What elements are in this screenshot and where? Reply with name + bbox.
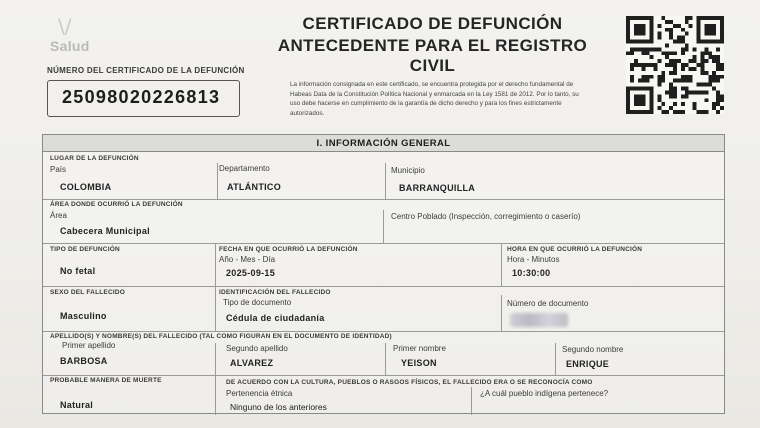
- divider: [385, 163, 386, 199]
- municipio-value: BARRANQUILLA: [399, 183, 476, 193]
- centro-poblado-label: Centro Poblado (Inspección, corregimiento o caserío): [391, 212, 581, 221]
- pertenencia-label: Pertenencia étnica: [226, 389, 293, 398]
- pais-value: COLOMBIA: [60, 182, 112, 192]
- divider: [385, 343, 386, 375]
- cert-number: 25098020226813: [47, 80, 240, 117]
- tipo-documento-value: Cédula de ciudadanía: [226, 313, 325, 323]
- pais-label: País: [50, 165, 67, 174]
- manera-muerte-caption: PROBABLE MANERA DE MUERTE: [50, 377, 162, 384]
- primer-apellido-label: Primer apellido: [62, 341, 116, 350]
- tipo-documento-label: Tipo de documento: [223, 298, 292, 307]
- document-subtitle: ANTECEDENTE PARA EL REGISTRO CIVIL: [277, 36, 588, 75]
- divider: [43, 243, 724, 244]
- divider: [555, 343, 556, 375]
- qr-code-icon: [626, 16, 724, 114]
- area-value: Cabecera Municipal: [60, 226, 150, 236]
- fecha-caption: FECHA EN QUE OCURRIÓ LA DEFUNCIÓN: [219, 246, 358, 253]
- manera-muerte-value: Natural: [60, 400, 94, 410]
- general-info-form: [42, 134, 725, 414]
- hora-caption: HORA EN QUE OCURRIÓ LA DEFUNCIÓN: [507, 246, 643, 253]
- pueblo-indigena-label: ¿A cuál pueblo indígena pertenece?: [480, 389, 609, 398]
- divider: [43, 199, 724, 200]
- fecha-format-label: Año - Mes - Día: [219, 255, 276, 264]
- logo-text: Salud: [50, 38, 90, 54]
- municipio-label: Municipio: [391, 166, 425, 175]
- segundo-nombre-value: ENRIQUE: [566, 359, 610, 369]
- divider: [215, 243, 216, 286]
- hora-value: 10:30:00: [512, 268, 551, 278]
- redacted-document-number: [510, 313, 568, 327]
- tipo-value: No fetal: [60, 266, 96, 276]
- divider: [215, 343, 216, 375]
- divider: [217, 163, 218, 199]
- document-title: CERTIFICADO DE DEFUNCIÓN: [302, 14, 563, 33]
- divider: [471, 387, 472, 415]
- divider: [215, 286, 216, 331]
- ministry-emblem-icon: \/: [58, 14, 72, 38]
- divider: [43, 375, 724, 376]
- departamento-value: ATLÁNTICO: [227, 182, 282, 192]
- nombres-caption: APELLIDO(S) Y NOMBRE(S) DEL FALLECIDO (TAL COMO FIGURAN EN EL DOCUMENTO DE IDENTIDAD): [50, 333, 392, 340]
- primer-apellido-value: BARBOSA: [60, 356, 108, 366]
- pertenencia-value: Ninguno de los anteriores: [230, 402, 327, 412]
- numero-documento-label: Número de documento: [507, 299, 589, 308]
- sexo-value: Masculino: [60, 311, 107, 321]
- tipo-caption: TIPO DE DEFUNCIÓN: [50, 246, 120, 253]
- divider: [215, 375, 216, 415]
- divider: [383, 210, 384, 243]
- cert-number-label: NÚMERO DEL CERTIFICADO DE LA DEFUNCIÓN: [47, 66, 245, 75]
- departamento-label: Departamento: [219, 164, 270, 173]
- primer-nombre-value: YEISON: [401, 358, 437, 368]
- segundo-apellido-value: ALVAREZ: [230, 358, 274, 368]
- section-title: I. INFORMACIÓN GENERAL: [43, 135, 724, 152]
- divider: [43, 286, 724, 287]
- segundo-apellido-label: Segundo apellido: [226, 344, 288, 353]
- segundo-nombre-label: Segundo nombre: [562, 345, 624, 354]
- lugar-caption: LUGAR DE LA DEFUNCIÓN: [50, 155, 139, 162]
- identificacion-caption: IDENTIFICACIÓN DEL FALLECIDO: [219, 289, 331, 296]
- legal-notice: La información consignada en este certificado, se encuentra protegida por el derecho fundamental de Habeas Data de la Constitución Política Nacional y enmarcada en la Ley 1581 de 2012. Por lo tanto, su uso debe hacerse en cumplimiento de la garantía de dicho derecho y para los fines estrictamente autorizados.: [290, 81, 579, 117]
- hora-format-label: Hora - Minutos: [507, 255, 560, 264]
- salud-logo: [50, 12, 120, 56]
- primer-nombre-label: Primer nombre: [393, 344, 446, 353]
- area-caption: ÁREA DONDE OCURRIÓ LA DEFUNCIÓN: [50, 201, 183, 208]
- cultura-caption: DE ACUERDO CON LA CULTURA, PUEBLOS O RASGOS FÍSICOS, EL FALLECIDO ERA O SE RECONOCÍA COMO: [226, 379, 593, 386]
- area-label: Área: [50, 211, 67, 220]
- divider: [501, 243, 502, 286]
- sexo-caption: SEXO DEL FALLECIDO: [50, 289, 125, 296]
- fecha-value: 2025-09-15: [226, 268, 276, 278]
- divider: [43, 331, 724, 332]
- divider: [501, 295, 502, 331]
